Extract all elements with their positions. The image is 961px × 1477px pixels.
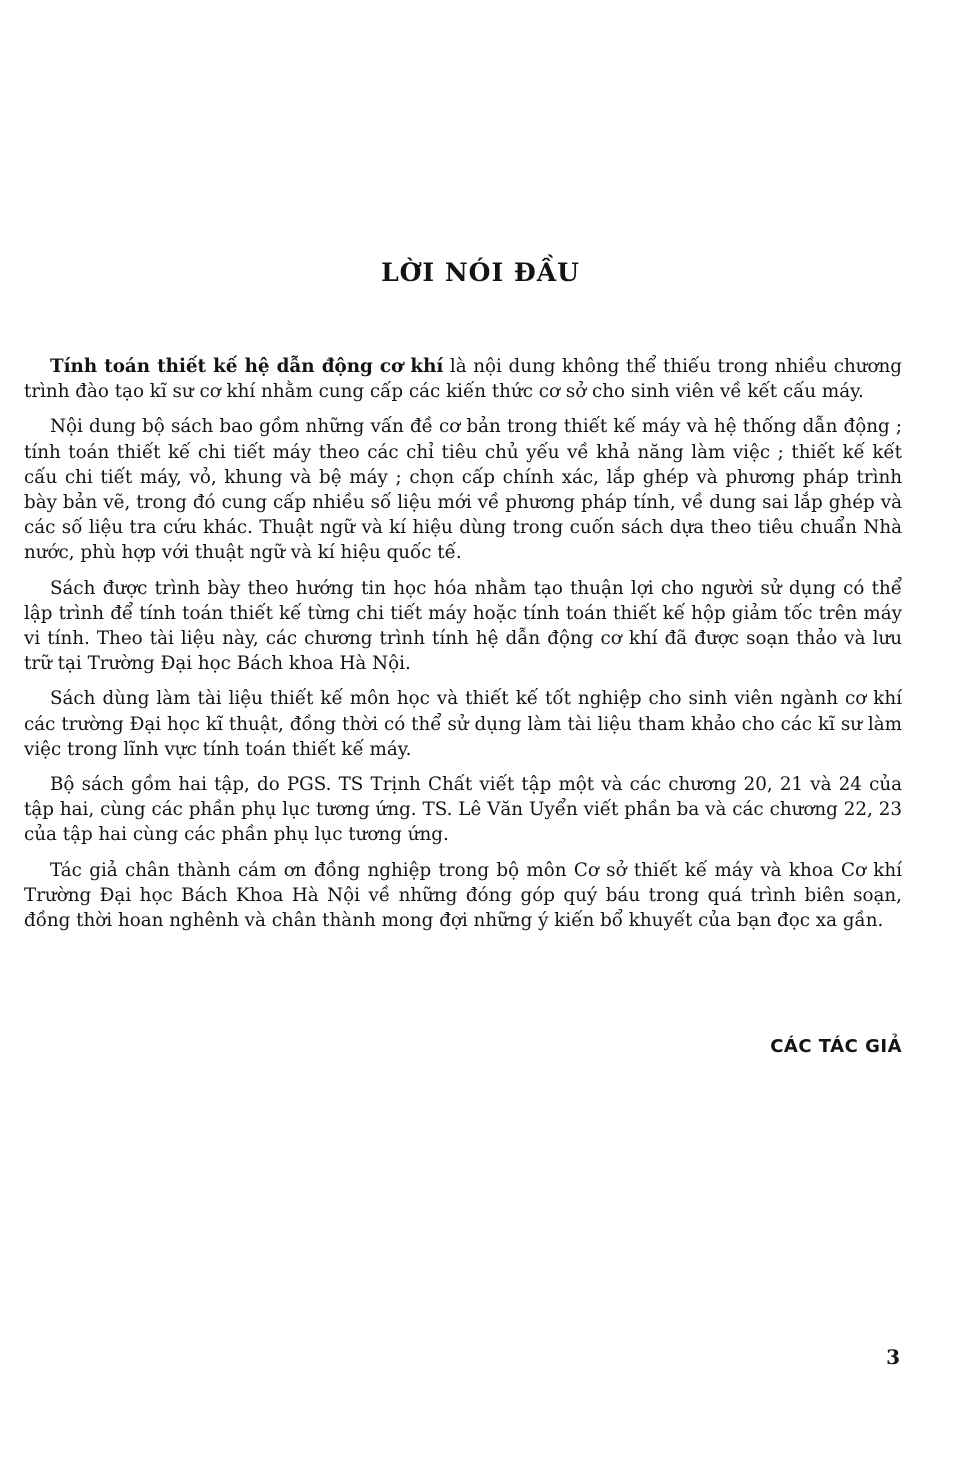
- book-title-lead: Tính toán thiết kế hệ dẫn động cơ khí: [50, 356, 444, 377]
- paragraph-3: Sách được trình bày theo hướng tin học hóa nhằm tạo thuận lợi cho người sử dụng có thể lập trình để tính toán thiết kế từng chi tiết máy hoặc tính toán thiết kế hộp giảm tốc trên máy vi tính. Theo tài liệu này, các chương trình tính hệ dẫn động cơ khí đã được soạn thảo và lưu trữ tại Trường Đại học Bách khoa Hà Nội.: [24, 577, 902, 675]
- page-title: LỜI NÓI ĐẦU: [381, 258, 580, 287]
- preface-body: [24, 354, 902, 943]
- paragraph-2: Nội dung bộ sách bao gồm những vấn đề cơ bản trong thiết kế máy và hệ thống dẫn động ; tính toán thiết kế chi tiết máy theo các chỉ tiêu chủ yếu về khả năng làm việc ; thiết kế kết cấu chi tiết máy, vỏ, khung và bệ máy ; chọn cấp chính xác, lắp ghép và phương pháp trình bày bản vẽ, trong đó cung cấp nhiều số liệu mới về phương pháp tính, về dung sai lắp ghép và các số liệu tra cứu khác. Thuật ngữ và kí hiệu dùng trong cuốn sách dựa theo tiêu chuẩn Nhà nước, phù hợp với thuật ngữ và kí hiệu quốc tế.: [24, 416, 902, 564]
- page-number: 3: [886, 1345, 900, 1369]
- paragraph-1-text: là nội dung không thể thiếu trong nhiều chương trình đào tạo kĩ sư cơ khí nhằm cung cấp các kiến thức cơ sở cho sinh viên về kết cấu máy.: [24, 356, 902, 403]
- paragraph-5: Bộ sách gồm hai tập, do PGS. TS Trịnh Chất viết tập một và các chương 20, 21 và 24 của tập hai, cùng các phần phụ lục tương ứng. TS. Lê Văn Uyển viết phần ba và các chương 22, 23 của tập hai cùng các phần phụ lục tương ứng.: [24, 774, 902, 846]
- paragraph-1: [24, 354, 902, 404]
- authors-signature: CÁC TÁC GIẢ: [770, 1036, 902, 1057]
- paragraph-6: Tác giả chân thành cám ơn đồng nghiệp trong bộ môn Cơ sở thiết kế máy và khoa Cơ khí Trường Đại học Bách Khoa Hà Nội về những đóng góp quý báu trong quá trình biên soạn, đồng thời hoan nghênh và chân thành mong đợi những ý kiến bổ khuyết của bạn đọc xa gần.: [24, 859, 902, 932]
- paragraph-4: Sách dùng làm tài liệu thiết kế môn học và thiết kế tốt nghiệp cho sinh viên ngành cơ khí các trường Đại học kĩ thuật, đồng thời có thể sử dụng làm tài liệu tham khảo cho các kĩ sư làm việc trong lĩnh vực tính toán thiết kế máy.: [24, 688, 902, 760]
